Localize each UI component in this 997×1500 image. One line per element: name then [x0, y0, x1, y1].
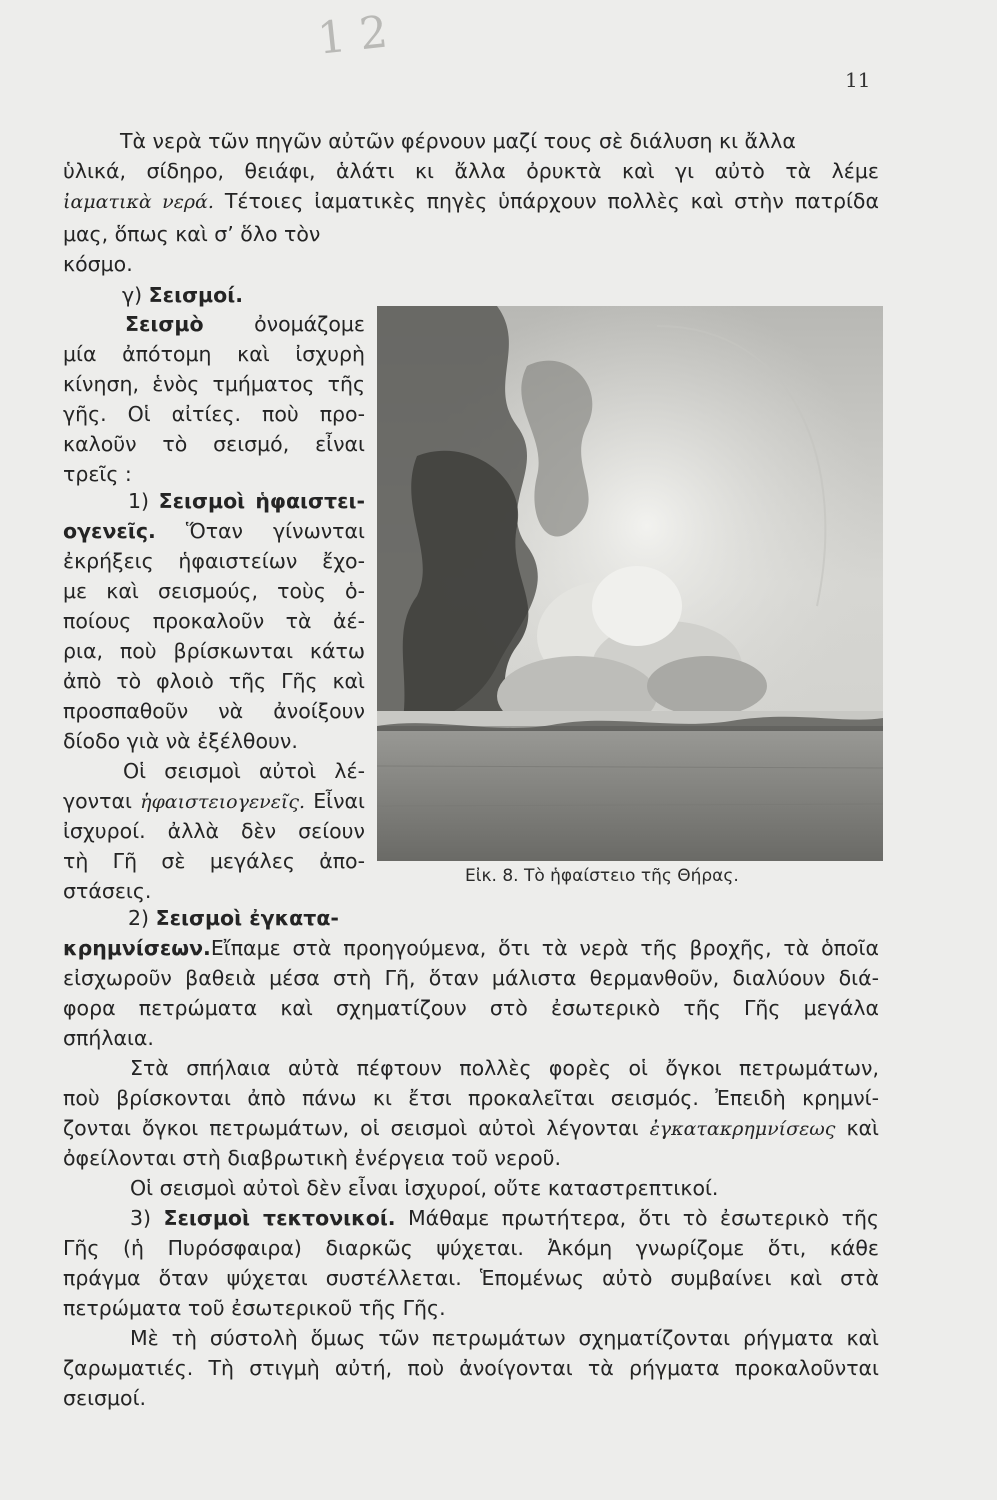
- text-span: Τέτοιες ἰαματικὲς πηγὲς ὑπάρχουν πολλὲς καὶ στὴν πατρίδα: [224, 189, 879, 213]
- text-line: ποίους προκαλοῦν τὰ ἀέ-: [63, 609, 365, 633]
- text-line: ἀπὸ τὸ φλοιὸ τῆς Γῆς καὶ: [63, 669, 365, 693]
- text-line: [63, 788, 365, 815]
- text-line: κόσμο.: [63, 252, 133, 276]
- text-line: κίνηση, ἑνὸς τμήματος τῆς: [63, 372, 365, 396]
- text-span: καὶ: [846, 1116, 879, 1140]
- text-line: φορα πετρώματα καὶ σχηματίζουν στὸ ἐσωτερικὸ τῆς Γῆς μεγάλα: [63, 996, 879, 1020]
- text-line: [63, 1115, 879, 1142]
- text-line: ζαρωματιές. Τὴ στιγμὴ αὐτή, ποὺ ἀνοίγονται τὰ ρήγματα προκαλοῦνται: [63, 1356, 879, 1380]
- text-line: [63, 935, 879, 961]
- subsection-title-cont: ογενεῖς.: [63, 519, 156, 543]
- text-line: [63, 518, 365, 544]
- text-line: καλοῦν τὸ σεισμό, εἶναι: [63, 432, 365, 456]
- section-title: Σεισμοί.: [148, 283, 243, 307]
- text-line: ἰσχυροί. ἀλλὰ δὲν σείουν: [63, 819, 365, 843]
- text-span: Μάθαμε πρωτήτερα, ὅτι τὸ ἐσωτερικὸ τῆς: [408, 1206, 879, 1230]
- text-line: Μὲ τὴ σύστολὴ ὅμως τῶν πετρωμάτων σχηματίζονται ρήγματα καὶ: [130, 1326, 879, 1350]
- volcano-photo-graphic: [377, 306, 883, 861]
- text-line: δίοδο γιὰ νὰ ἐξέλθουν.: [63, 729, 298, 753]
- text-line: πράγμα ὅταν ψύχεται συστέλλεται. Ἑπομένως αὐτὸ συμβαίνει καὶ στὰ: [63, 1266, 879, 1290]
- subsection-heading: [130, 1205, 879, 1231]
- text-line: εἰσχωροῦν βαθειὰ μέσα στὴ Γῆ, ὅταν μάλιστα θερμανθοῦν, διαλύουν διά-: [63, 966, 879, 990]
- handwritten-page-mark: 12: [315, 5, 405, 65]
- italic-term: ἰαματικὰ νερά.: [63, 191, 214, 213]
- text-line: [63, 188, 879, 215]
- text-line: γῆς. Οἱ αἰτίες. ποὺ προ-: [63, 402, 365, 426]
- text-line: Γῆς (ἡ Πυρόσφαιρα) διαρκῶς ψύχεται. Ἀκόμη γνωρίζομε ὅτι, κάθε: [63, 1236, 879, 1260]
- subsection-number: 3): [130, 1206, 152, 1230]
- subsection-title: Σεισμοὶ τεκτονικοί.: [163, 1206, 396, 1230]
- subsection-title: Σεισμοὶ ἐγκατα-: [155, 906, 339, 930]
- subsection-title-cont: κρημνίσεων.: [63, 936, 211, 960]
- text-span: Ὅταν γίνωνται: [185, 519, 365, 543]
- text-line: προσπαθοῦν νὰ ἀνοίξουν: [63, 699, 365, 723]
- text-line: Οἱ σεισμοὶ αὐτοὶ λέ-: [123, 759, 365, 783]
- text-line: στάσεις.: [63, 879, 152, 903]
- text-line: τρεῖς :: [63, 462, 132, 486]
- subsection-number: 1): [128, 489, 150, 513]
- text-line: τὴ Γῆ σὲ μεγάλες ἀπο-: [63, 849, 365, 873]
- text-line: Τὰ νερὰ τῶν πηγῶν αὐτῶν φέρνουν μαζί τους σὲ διάλυση κι ἄλλα: [120, 129, 796, 153]
- bold-term: Σεισμὸ: [125, 312, 204, 336]
- text-line: με καὶ σεισμούς, τοὺς ὁ-: [63, 579, 365, 603]
- figure-caption: Εἰκ. 8. Τὸ ἡφαίστειο τῆς Θήρας.: [465, 866, 739, 886]
- text-line: μας, ὅπως καὶ σ’ ὅλο τὸν: [63, 222, 321, 246]
- text-line: μία ἀπότομη καὶ ἰσχυρὴ: [63, 342, 365, 366]
- text-line: πετρώματα τοῦ ἐσωτερικοῦ τῆς Γῆς.: [63, 1296, 446, 1320]
- text-line: Οἱ σεισμοὶ αὐτοὶ δὲν εἶναι ἰσχυροί, οὔτε καταστρεπτικοί.: [130, 1176, 719, 1200]
- subsection-number: 2): [128, 906, 150, 930]
- text-line: Στὰ σπήλαια αὐτὰ πέφτουν πολλὲς φορὲς οἱ ὄγκοι πετρωμάτων,: [130, 1056, 879, 1080]
- text-span: Εἶναι: [313, 789, 365, 813]
- text-line: ὑλικά, σίδηρο, θειάφι, ἁλάτι κι ἄλλα ὀρυκτὰ καὶ γι αὐτὸ τὰ λέμε: [63, 159, 879, 183]
- subsection-heading: [128, 905, 339, 931]
- subsection-title: Σεισμοὶ ἡφαιστει-: [158, 489, 365, 513]
- text-line: σπήλαια.: [63, 1026, 154, 1050]
- volcano-photo: [377, 306, 883, 861]
- text-span: ὀνομάζομε: [254, 312, 365, 336]
- text-line: ρια, ποὺ βρίσκωνται κάτω: [63, 639, 365, 663]
- italic-term: ἡφαιστειογενεῖς.: [140, 791, 306, 813]
- text-line: σεισμοί.: [63, 1386, 147, 1410]
- section-heading: [122, 282, 243, 308]
- page-number: 11: [845, 68, 871, 92]
- text-line: [125, 311, 365, 337]
- text-span: ζονται ὄγκοι πετρωμάτων, οἱ σεισμοὶ αὐτοὶ λέγονται: [63, 1116, 639, 1140]
- text-line: ὀφείλονται στὴ διαβρωτικὴ ἐνέργεια τοῦ νεροῦ.: [63, 1146, 562, 1170]
- subsection-heading: [128, 488, 365, 514]
- italic-term: ἐγκατακρημνίσεως: [649, 1118, 836, 1140]
- text-span: γονται: [63, 789, 132, 813]
- text-line: ποὺ βρίσκονται ἀπὸ πάνω κι ἔτσι προκαλεῖται σεισμός. Ἐπειδὴ κρημνί-: [63, 1086, 879, 1110]
- section-number: γ): [122, 283, 143, 307]
- text-span: Εἴπαμε στὰ προηγούμενα, ὅτι τὰ νερὰ τῆς βροχῆς, τὰ ὁποῖα: [210, 936, 879, 960]
- text-line: ἐκρήξεις ἡφαιστείων ἔχο-: [63, 549, 365, 573]
